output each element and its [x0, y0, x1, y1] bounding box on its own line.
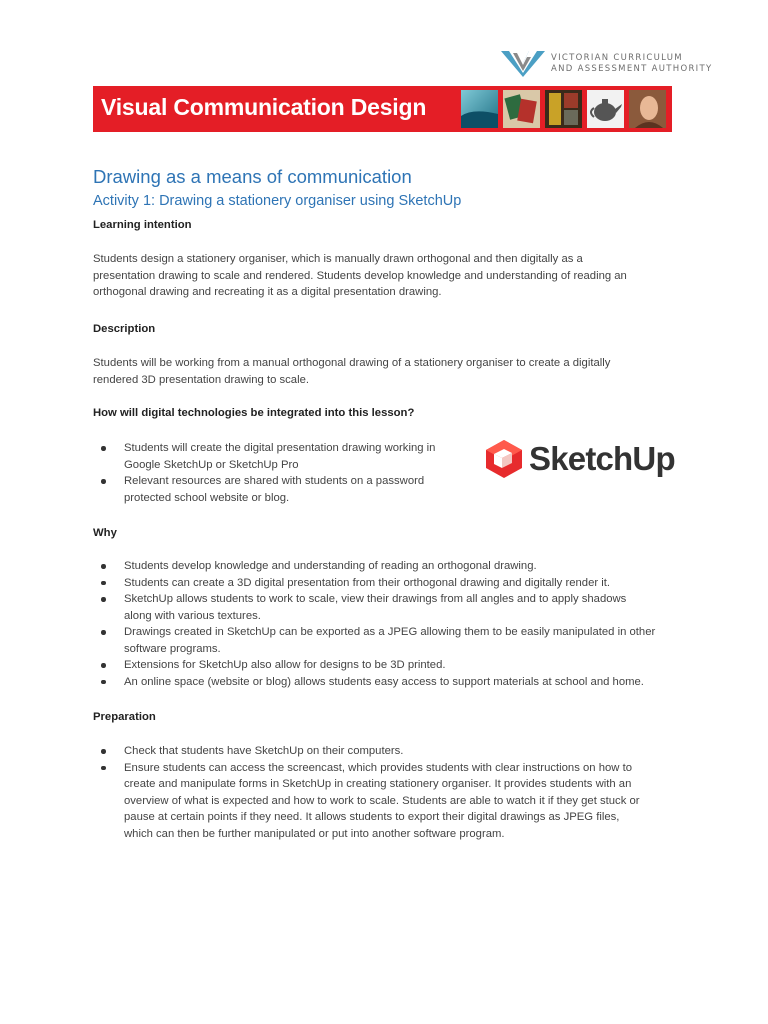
list-item [93, 440, 435, 473]
text-line: Students can create a 3D digital presentation from their orthogonal drawing and digitally render it. [124, 576, 611, 589]
vcaa-line-2: AND ASSESSMENT AUTHORITY [551, 64, 713, 74]
vcaa-logo-icon [499, 49, 547, 79]
description-text [93, 355, 678, 388]
text-line: along with various textures. [124, 609, 261, 622]
text-line: An online space (website or blog) allows students easy access to support materials at school and home. [124, 675, 644, 688]
text-line: overview of what is expected and how to work to scale. Students are able to watch it if they get stuck or [124, 794, 640, 807]
list-item [93, 674, 655, 691]
why-heading: Why [93, 527, 117, 539]
text-line: Students design a stationery organiser, which is manually drawn orthogonal and then digitally as a [93, 253, 583, 265]
text-line: Students will be working from a manual orthogonal drawing of a stationery organiser to create a digitally [93, 357, 611, 369]
digital-technologies-heading: How will digital technologies be integrated into this lesson? [93, 407, 415, 419]
vcaa-logo [499, 49, 713, 79]
text-line: Relevant resources are shared with students on a password [124, 475, 425, 487]
page-title: Drawing as a means of communication [93, 166, 412, 187]
list-item [93, 743, 640, 760]
text-line: pause at certain points if they need. It allows students to export their digital drawings as JPEG files, [124, 811, 620, 823]
banner-image-teapot [587, 90, 624, 128]
list-item [93, 473, 435, 506]
subject-banner [93, 86, 672, 132]
activity-title: Activity 1: Drawing a stationery organiser using SketchUp [93, 193, 462, 209]
preparation-heading: Preparation [93, 711, 156, 723]
text-line: presentation drawing to scale and rendered. Students develop knowledge and understanding of reading an [93, 269, 627, 282]
list-item [93, 575, 655, 592]
text-line: software programs. [124, 642, 221, 655]
text-line: rendered 3D presentation drawing to scale. [93, 373, 310, 386]
text-line: SketchUp allows students to work to scale, view their drawings from all angles and to apply shadows [124, 593, 627, 605]
text-line: Students will create the digital presentation drawing working in [124, 442, 436, 454]
list-item [93, 624, 655, 657]
vcaa-name [551, 53, 712, 75]
why-list [93, 558, 655, 690]
sketchup-logo [485, 436, 685, 482]
banner-title: Visual Communication Design [101, 94, 427, 120]
text-line: Students develop knowledge and understanding of reading an orthogonal drawing. [124, 560, 537, 572]
text-line: Drawings created in SketchUp can be exported as a JPEG allowing them to be easily manipulated in other [124, 626, 656, 638]
vcaa-line-1: VICTORIAN CURRICULUM [551, 53, 683, 63]
learning-intention-heading: Learning intention [93, 219, 192, 231]
list-item [93, 591, 655, 624]
list-item [93, 760, 640, 843]
banner-image-portrait [629, 90, 666, 128]
digital-technologies-list [93, 440, 435, 506]
text-line: create and manipulate forms in SketchUp in creating stationery organiser. It provides students with an [124, 778, 632, 790]
text-line: Extensions for SketchUp also allow for designs to be 3D printed. [124, 659, 446, 671]
learning-intention-text [93, 251, 678, 301]
banner-image-books [503, 90, 540, 128]
sketchup-logo-icon [485, 438, 523, 480]
description-heading: Description [93, 323, 156, 335]
text-line: orthogonal drawing and recreating it as a digital presentation drawing. [93, 286, 442, 298]
text-line: Ensure students can access the screencast, which provides students with clear instructions on how to [124, 761, 632, 774]
list-item [93, 657, 655, 674]
text-line: Check that students have SketchUp on their computers. [124, 745, 404, 757]
text-line: protected school website or blog. [124, 491, 290, 504]
list-item [93, 558, 655, 575]
sketchup-logo-text: SketchUp [529, 440, 675, 477]
banner-image-landscape [461, 90, 498, 128]
banner-image-poster [545, 90, 582, 128]
text-line: Google SketchUp or SketchUp Pro [124, 458, 299, 471]
preparation-list [93, 743, 640, 842]
text-line: which can then be further manipulated or put into another software program. [124, 827, 505, 840]
